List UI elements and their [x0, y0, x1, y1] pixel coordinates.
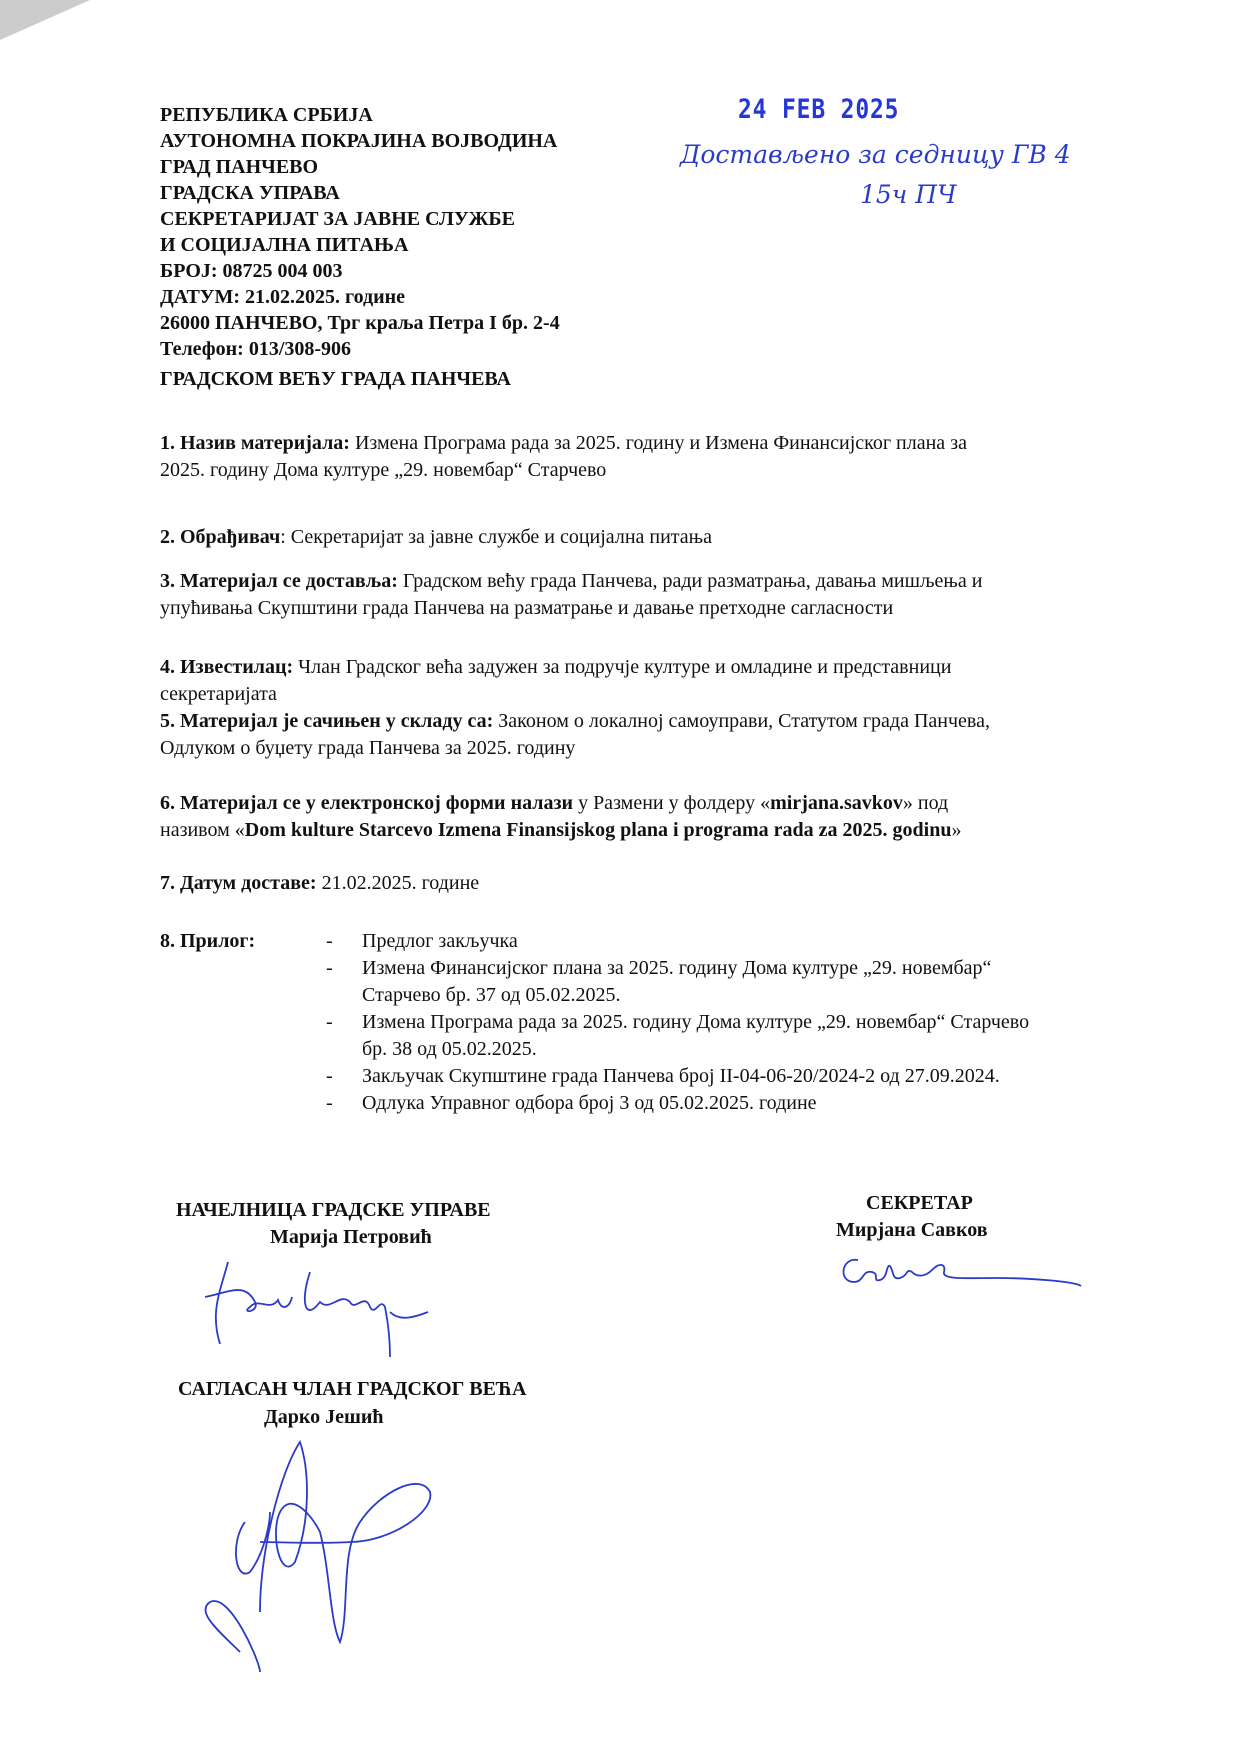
- item-label: 3. Материјал се доставља:: [160, 570, 398, 592]
- attachments-label: [160, 928, 255, 955]
- attachment-item: [326, 1063, 1029, 1090]
- letterhead: [160, 102, 560, 362]
- addressee: ГРАДСКОМ ВЕЋУ ГРАДА ПАНЧЕВА: [160, 368, 511, 390]
- signature-petrovic: [200, 1252, 460, 1362]
- item-label: 2. Обрађивач: [160, 526, 281, 548]
- phone: Телефон: 013/308-906: [160, 338, 352, 360]
- attachment-text: Измена Програма рада за 2025. годину Дома културе „29. новембар“ Старчево: [362, 1011, 1030, 1033]
- item-label: 1. Назив материјала:: [160, 432, 350, 454]
- attachment-text: Старчево бр. 37 од 05.02.2025.: [362, 984, 621, 1006]
- item-text: Одлуком о буџету града Панчева за 2025. годину: [160, 737, 576, 759]
- attachments-list: [326, 928, 1030, 1117]
- letterhead-line: РЕПУБЛИКА СРБИЈА: [160, 104, 373, 126]
- signature-council-title: САГЛАСАН ЧЛАН ГРАДСКОГ ВЕЋА: [178, 1378, 527, 1400]
- attachment-text: Закључак Скупштине града Панчева број II-04-06-20/2024-2 од 27.09.2024.: [362, 1065, 1000, 1087]
- scan-corner-fold: [0, 0, 90, 40]
- item-5: [160, 708, 990, 762]
- attachment-text: Одлука Управног одбора број 3 од 05.02.2025. године: [362, 1092, 817, 1114]
- item-text: Члан Градског већа задужен за подручје културе и омладине и представници: [293, 656, 952, 678]
- item-text: 2025. годину Дома културе „29. новембар“ Старчево: [160, 459, 607, 481]
- item-text: Измена Програма рада за 2025. годину и Измена Финансијског плана за: [349, 432, 967, 454]
- bullet: -: [326, 1011, 333, 1033]
- document-number: БРОЈ: 08725 004 003: [160, 260, 343, 282]
- attachment-item: [326, 1009, 1030, 1063]
- item-label: 4. Известилац:: [160, 656, 294, 678]
- signature-secretary-title: СЕКРЕТАР: [866, 1192, 973, 1214]
- letterhead-line: ГРАД ПАНЧЕВО: [160, 156, 319, 178]
- file-name: Dom kulture Starcevo Izmena Finansijskog plana i programa rada za 2025. godinu: [244, 819, 952, 841]
- attachment-text: Предлог закључка: [362, 930, 518, 952]
- folder-name: mirjana.savkov: [770, 792, 903, 814]
- letterhead-line: И СОЦИЈАЛНА ПИТАЊА: [160, 234, 409, 256]
- bullet: -: [326, 1065, 333, 1087]
- item-7: [160, 870, 479, 897]
- received-date-stamp: 24 FEB 2025: [738, 94, 900, 125]
- signature-head-name: Марија Петровић: [270, 1226, 432, 1248]
- bullet: -: [326, 1092, 333, 1114]
- handwritten-note: Достављено за седницу ГВ 4: [680, 140, 1071, 169]
- signature-jesic: [200, 1432, 460, 1682]
- bullet: -: [326, 930, 333, 952]
- signature-savkov: [836, 1252, 1096, 1302]
- item-6: [160, 790, 961, 844]
- letterhead-line: ГРАДСКА УПРАВА: [160, 182, 340, 204]
- document-date: ДАТУМ: 21.02.2025. године: [160, 286, 406, 308]
- item-4: [160, 654, 951, 708]
- item-text: »: [951, 819, 962, 841]
- bullet: -: [326, 957, 333, 979]
- handwritten-note-2: 15ч ПЧ: [860, 180, 957, 209]
- letterhead-line: АУТОНОМНА ПОКРАЈИНА ВОЈВОДИНА: [160, 130, 558, 152]
- item-text: у Размени у фолдеру «: [573, 792, 771, 814]
- item-text: : Секретаријат за јавне службе и социјална питања: [280, 526, 713, 548]
- item-1: [160, 430, 967, 484]
- item-label: 5. Материјал је сачињен у складу са:: [160, 710, 494, 732]
- attachment-item: [326, 1090, 1029, 1117]
- address: 26000 ПАНЧЕВО, Трг краља Петра I бр. 2-4: [160, 312, 560, 334]
- item-text: упућивања Скупштини града Панчева на разматрање и давање претходне сагласности: [160, 597, 894, 619]
- item-text: секретаријата: [160, 683, 277, 705]
- item-3: [160, 568, 982, 622]
- attachment-item: [326, 928, 1029, 955]
- attachment-text: Измена Финансијског плана за 2025. годину Дома културе „29. новембар“: [362, 957, 992, 979]
- item-text: Законом о локалној самоуправи, Статутом града Панчева,: [493, 710, 990, 732]
- signature-secretary-name: Мирјана Савков: [836, 1219, 988, 1241]
- item-2: [160, 524, 712, 551]
- item-text: » под: [902, 792, 949, 814]
- item-text: називом «: [160, 819, 245, 841]
- item-label: 6. Материјал се у електронској форми налази: [160, 792, 574, 814]
- letterhead-line: СЕКРЕТАРИЈАТ ЗА ЈАВНЕ СЛУЖБЕ: [160, 208, 515, 230]
- signature-head-title: НАЧЕЛНИЦА ГРАДСКЕ УПРАВЕ: [176, 1199, 491, 1221]
- item-label: 7. Датум доставе:: [160, 872, 317, 894]
- signature-council-name: Дарко Јешић: [264, 1406, 384, 1428]
- attachment-item: [326, 955, 1029, 1009]
- attachment-text: бр. 38 од 05.02.2025.: [362, 1038, 537, 1060]
- item-text: Градском већу града Панчева, ради разматрања, давања мишљења и: [397, 570, 983, 592]
- attachments-label-text: 8. Прилог:: [160, 930, 256, 952]
- item-text: 21.02.2025. године: [316, 872, 480, 894]
